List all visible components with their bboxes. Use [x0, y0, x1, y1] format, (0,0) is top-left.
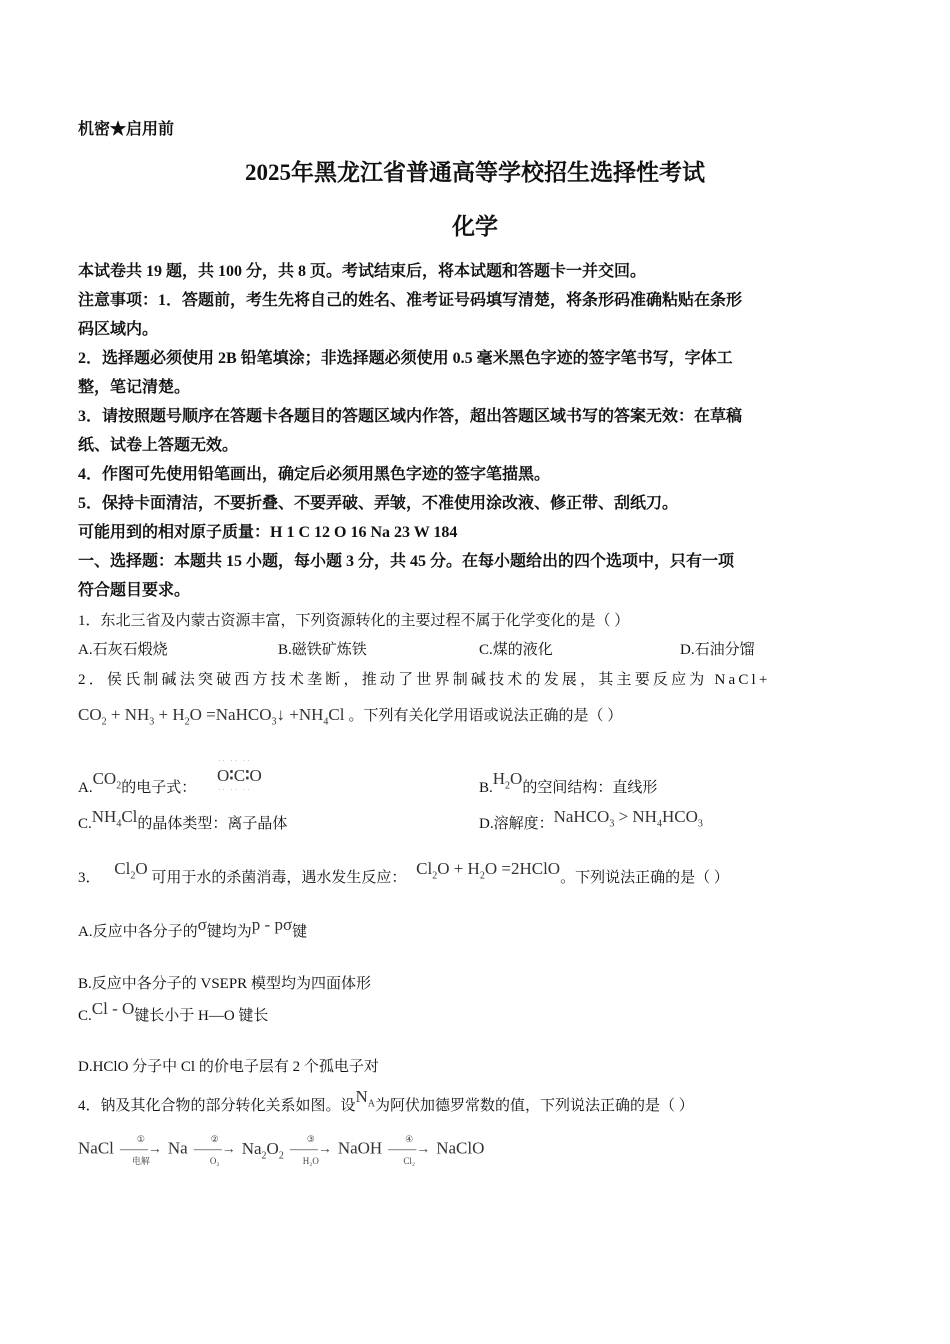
section1-heading-b: 符合题目要求。	[78, 582, 191, 599]
q2-option-b-text: 的空间结构：直线形	[522, 780, 658, 796]
naoh-species: NaOH	[337, 1138, 383, 1158]
cl-o-bond: Cl - O	[91, 999, 135, 1018]
q3-option-a-text-2: 键均为	[206, 924, 252, 940]
q3-option-c-label: C.	[78, 1008, 92, 1024]
q2-option-c-text: 的晶体类型：离子晶体	[137, 816, 288, 832]
step3-number: ③	[306, 1134, 315, 1144]
note3-line-a: 3．请按照题号顺序在答题卡各题目的答题区域内作答，超出答题区域书写的答案无效：在草稿	[78, 408, 743, 425]
q2-option-c-label: C.	[78, 816, 92, 832]
section1-heading-a: 一、选择题：本题共 15 小题，每小题 3 分，共 45 分。在每小题给出的四个选项中，只有一项	[78, 553, 735, 570]
note1-line-b: 码区域内。	[78, 321, 159, 338]
step3-condition: H₂O	[302, 1156, 319, 1166]
sigma-symbol: σ	[197, 915, 207, 934]
q4-conversion-scheme	[78, 1134, 484, 1166]
intro-line: 本试卷共 19 题，共 100 分，共 8 页。考试结束后，将本试题和答题卡一并交回。	[78, 263, 647, 280]
step2-condition: O₂	[209, 1156, 220, 1166]
q3-option-d: D.HClO 分子中 Cl 的价电子层有 2 个孤电子对	[78, 1059, 379, 1075]
q3-option-a	[78, 915, 308, 941]
q3-number: 3．	[78, 870, 101, 886]
q3-option-c-text: 键长小于 H—O 键长	[134, 1008, 269, 1024]
q3-option-a-text-3: 键	[292, 924, 308, 940]
arrow-icon: ——→	[289, 1142, 332, 1157]
q1-option-a: A.石灰石煅烧	[78, 642, 168, 658]
note2-line-b: 整，笔记清楚。	[78, 379, 191, 396]
q4-stem-b: 为阿伏加德罗常数的值，下列说法正确的是（ ）	[375, 1098, 694, 1114]
q2-option-a-text: 的电子式：	[121, 780, 197, 796]
exam-title: 2025年黑龙江省普通高等学校招生选择性考试	[245, 160, 705, 185]
step1-number: ①	[136, 1134, 145, 1144]
q2-stem-a: 2．侯氏制碱法突破西方技术垄断，推动了世界制碱技术的发展，其主要反应为 NaCl+	[78, 672, 771, 688]
step4-arrow	[388, 1134, 430, 1166]
q3-option-a-text-1: A.反应中各分子的	[78, 924, 198, 940]
co2-formula: $CO_2$	[92, 769, 122, 792]
nh4cl-formula: $NH_4Cl$	[91, 807, 138, 830]
step2-number: ②	[210, 1134, 219, 1144]
na-avogadro-symbol: $N_A$	[355, 1087, 376, 1110]
p-p-sigma-symbol: p - pσ	[251, 915, 293, 934]
q2-option-a	[78, 769, 197, 799]
solubility-comparison: NaHCO$_3$ > $NH_4HCO_3$	[553, 807, 703, 830]
lewis-dots-bottom: ·· ·· ··	[218, 786, 252, 794]
q2-option-b	[479, 769, 658, 799]
step1-condition: 电解	[131, 1156, 150, 1166]
note5-line: 5．保持卡面清洁，不要折叠、不要弄破、弄皱，不准使用涂改液、修正带、刮纸刀。	[78, 495, 679, 512]
cl2o-formula: $Cl_2O$	[114, 859, 148, 882]
q1-option-d: D.石油分馏	[680, 642, 755, 658]
q2-option-d	[479, 807, 703, 835]
note3-line-b: 纸、试卷上答题无效。	[78, 437, 239, 454]
q2-option-d-label: D.溶解度：	[479, 816, 554, 832]
q2-stem-b: 。下列有关化学用语或说法正确的是（ ）	[348, 708, 623, 724]
arrow-icon: ——→	[388, 1142, 431, 1157]
note4-line: 4．作图可先使用铅笔画出，确定后必须用黑色字迹的签字笔描黑。	[78, 466, 551, 483]
atomic-mass-line: 可能用到的相对原子质量：H 1 C 12 O 16 Na 23 W 184	[78, 524, 458, 541]
na-species: Na	[167, 1138, 188, 1158]
q3-reaction-equation: $Cl_2O + H_2O$ =2HClO	[416, 859, 561, 882]
h2o-formula: $H_2O$	[492, 769, 523, 792]
arrow-icon: ——→	[119, 1142, 162, 1157]
note2-line-a: 2．选择题必须使用 2B 铅笔填涂；非选择题必须使用 0.5 毫米黑色字迹的签字笔书写，字体工	[78, 350, 733, 367]
lewis-dots-top: ·· ·· ··	[218, 757, 252, 765]
naclo-species: NaClO	[436, 1138, 485, 1158]
q4-stem-a: 4．钠及其化合物的部分转化关系如图。设	[78, 1098, 356, 1114]
step4-number: ④	[405, 1134, 414, 1144]
step1-arrow	[120, 1134, 162, 1166]
q1-stem: 1．东北三省及内蒙古资源丰富，下列资源转化的主要过程不属于化学变化的是（ ）	[78, 613, 630, 629]
q1-option-c: C.煤的液化	[479, 642, 553, 658]
nacl-species: NaCl	[78, 1138, 114, 1158]
arrow-icon: ——→	[193, 1142, 236, 1157]
confidential-label: 机密★启用前	[78, 121, 175, 138]
q3-option-b: B.反应中各分子的 VSEPR 模型均为四面体形	[78, 976, 371, 992]
step3-arrow	[290, 1134, 332, 1166]
q3-stem	[78, 859, 729, 889]
step2-arrow	[194, 1134, 236, 1166]
q3-stem-mid: 可用于水的杀菌消毒，遇水发生反应：	[151, 870, 407, 886]
q2-option-a-label: A.	[78, 780, 93, 796]
lewis-formula: O∶C∶O	[217, 766, 262, 785]
q2-option-c	[78, 807, 288, 835]
q1-option-b: B.磁铁矿炼铁	[278, 642, 367, 658]
q2-option-b-label: B.	[479, 780, 493, 796]
q2-equation-line	[78, 704, 622, 727]
na2o2-species: $Na_2O_2$	[241, 1138, 284, 1162]
note1-line-a: 注意事项：1．答题前，考生先将自己的姓名、准考证号码填写清楚，将条形码准确粘贴在条形	[78, 292, 743, 309]
step4-condition: Cl₂	[403, 1156, 416, 1166]
q4-stem	[78, 1087, 694, 1117]
q3-option-c	[78, 999, 269, 1025]
q2-reaction-equation: $CO_2 + NH_3 + H_2O$ =NaHCO$_3$↓ $+NH_4Cl$	[78, 705, 345, 728]
q3-stem-end: 。下列说法正确的是（ ）	[560, 870, 729, 886]
subject-title: 化学	[452, 214, 498, 239]
